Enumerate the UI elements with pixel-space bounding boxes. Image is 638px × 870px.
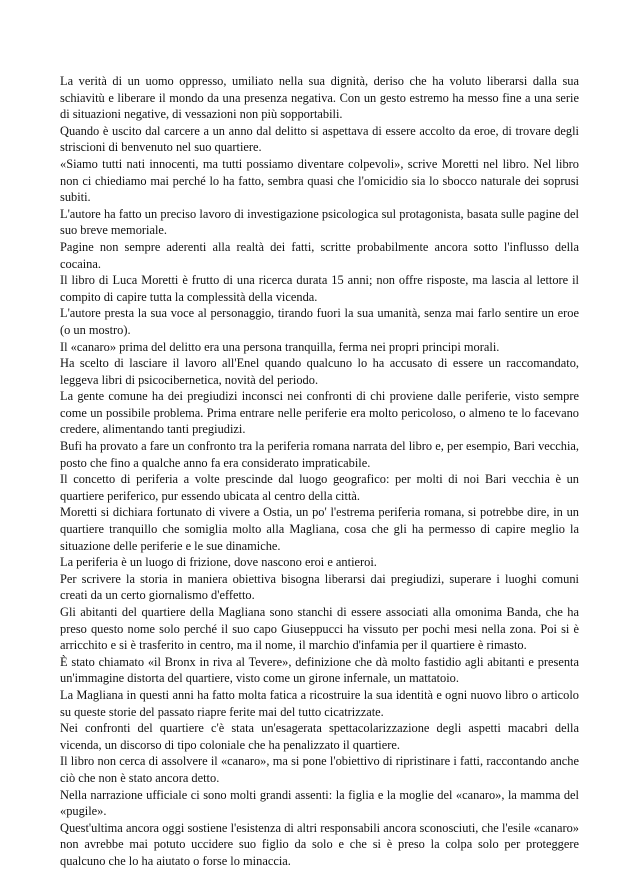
paragraph: «Siamo tutti nati innocenti, ma tutti possiamo diventare colpevoli», scrive Moretti nel libro. Nel libro non ci chiediamo mai perché lo ha fatto, sembra quasi che l'omicidio sia lo sbocco naturale dei soprusi subiti. <box>60 156 579 205</box>
paragraph: Gli abitanti del quartiere della Magliana sono stanchi di essere associati alla omonima Banda, che ha preso questo nome solo perché il suo capo Giuseppucci ha vissuto per pochi mesi nella zona. Poi si è arricchito e si è trasferito in centro, ma il nome, il marchio d'infamia per il quartiere è rimasto. <box>60 605 579 653</box>
paragraph: Il libro non cerca di assolvere il «canaro», ma si pone l'obiettivo di ripristinare i fatti, raccontando anche ciò che non è stato ancora detto. <box>60 754 579 785</box>
paragraph: Nella narrazione ufficiale ci sono molti grandi assenti: la figlia e la moglie del «canaro», la mamma del «pugile». <box>60 787 579 819</box>
paragraph: Bufi ha provato a fare un confronto tra la periferia romana narrata del libro e, per esempio, Bari vecchia, posto che fino a qualche anno fa era considerato impraticabile. <box>60 439 579 470</box>
paragraph: La periferia è un luogo di frizione, dove nascono eroi e antieroi. <box>60 555 377 570</box>
paragraph: Quest'ultima ancora oggi sostiene l'esistenza di altri responsabili ancora sconosciuti, che l'esile «canaro» non avrebbe mai potuto uccidere suo figlio da solo e che si è preso la colpa solo per proteggere qualcuno che lo ha aiutato o forse lo minaccia. <box>60 820 579 868</box>
paragraph: L'autore ha fatto un preciso lavoro di investigazione psicologica sul protagonista, basata sulle pagine del suo breve memoriale. <box>60 206 579 238</box>
document-page <box>60 73 579 870</box>
paragraph: Il concetto di periferia a volte prescinde dal luogo geografico: per molti di noi Bari vecchia è un quartiere periferico, pur essendo ubicata al centro della città. <box>60 472 579 503</box>
paragraph: Nei confronti del quartiere c'è stata un'esagerata spettacolarizzazione degli aspetti macabri della vicenda, un discorso di tipo coloniale che ha penalizzato il quartiere. <box>60 721 579 752</box>
paragraph: Ha scelto di lasciare il lavoro all'Enel quando qualcuno lo ha accusato di essere un raccomandato, leggeva libri di psicocibernetica, novità del periodo. <box>60 356 579 387</box>
paragraph: La verità di un uomo oppresso, umiliato nella sua dignità, deriso che ha voluto liberarsi dalla sua schiavitù e liberare il mondo da una presenza negativa. Con un gesto estremo ha messo fine a una serie di situazioni negative, di vessazioni non più sopportabili. <box>60 74 579 122</box>
paragraph: L'autore presta la sua voce al personaggio, tirando fuori la sua umanità, senza mai farlo sentire un eroe (o un mostro). <box>60 306 579 337</box>
paragraph: È stato chiamato «il Bronx in riva al Tevere», definizione che dà molto fastidio agli abitanti e presenta un'immagine distorta del quartiere, visto come un girone infernale, un mattatoio. <box>60 654 579 686</box>
paragraph: La gente comune ha dei pregiudizi inconsci nei confronti di chi proviene dalle periferie, visto sempre come un possibile problema. Prima entrare nelle periferie era molto pericoloso, o almeno te lo facevano credere, alimentando tanti pregiudizi. <box>60 389 579 437</box>
paragraph: Per scrivere la storia in maniera obiettiva bisogna liberarsi dai pregiudizi, superare i luoghi comuni creati da un certo giornalismo d'effetto. <box>60 571 579 603</box>
paragraph: Il «canaro» prima del delitto era una persona tranquilla, ferma nei propri principi morali. <box>60 339 500 354</box>
paragraph: Pagine non sempre aderenti alla realtà dei fatti, scritte probabilmente ancora sotto l'influsso della cocaina. <box>60 239 579 271</box>
paragraph: Quando è uscito dal carcere a un anno dal delitto si aspettava di essere accolto da eroe, di trovare degli striscioni di benvenuto nel suo quartiere. <box>60 123 579 155</box>
paragraph: La Magliana in questi anni ha fatto molta fatica a ricostruire la sua identità e ogni nuovo libro o articolo su queste storie del passato riapre ferite mai del tutto cicatrizzate. <box>60 687 579 719</box>
paragraph: Moretti si dichiara fortunato di vivere a Ostia, un po' l'estrema periferia romana, si potrebbe dire, in un quartiere tranquillo che somiglia molto alla Magliana, cosa che gli ha permesso di capire meglio la situazione delle periferie e le sue dinamiche. <box>60 505 579 553</box>
paragraph: Il libro di Luca Moretti è frutto di una ricerca durata 15 anni; non offre risposte, ma lascia al lettore il compito di capire tutta la complessità della vicenda. <box>60 273 579 304</box>
